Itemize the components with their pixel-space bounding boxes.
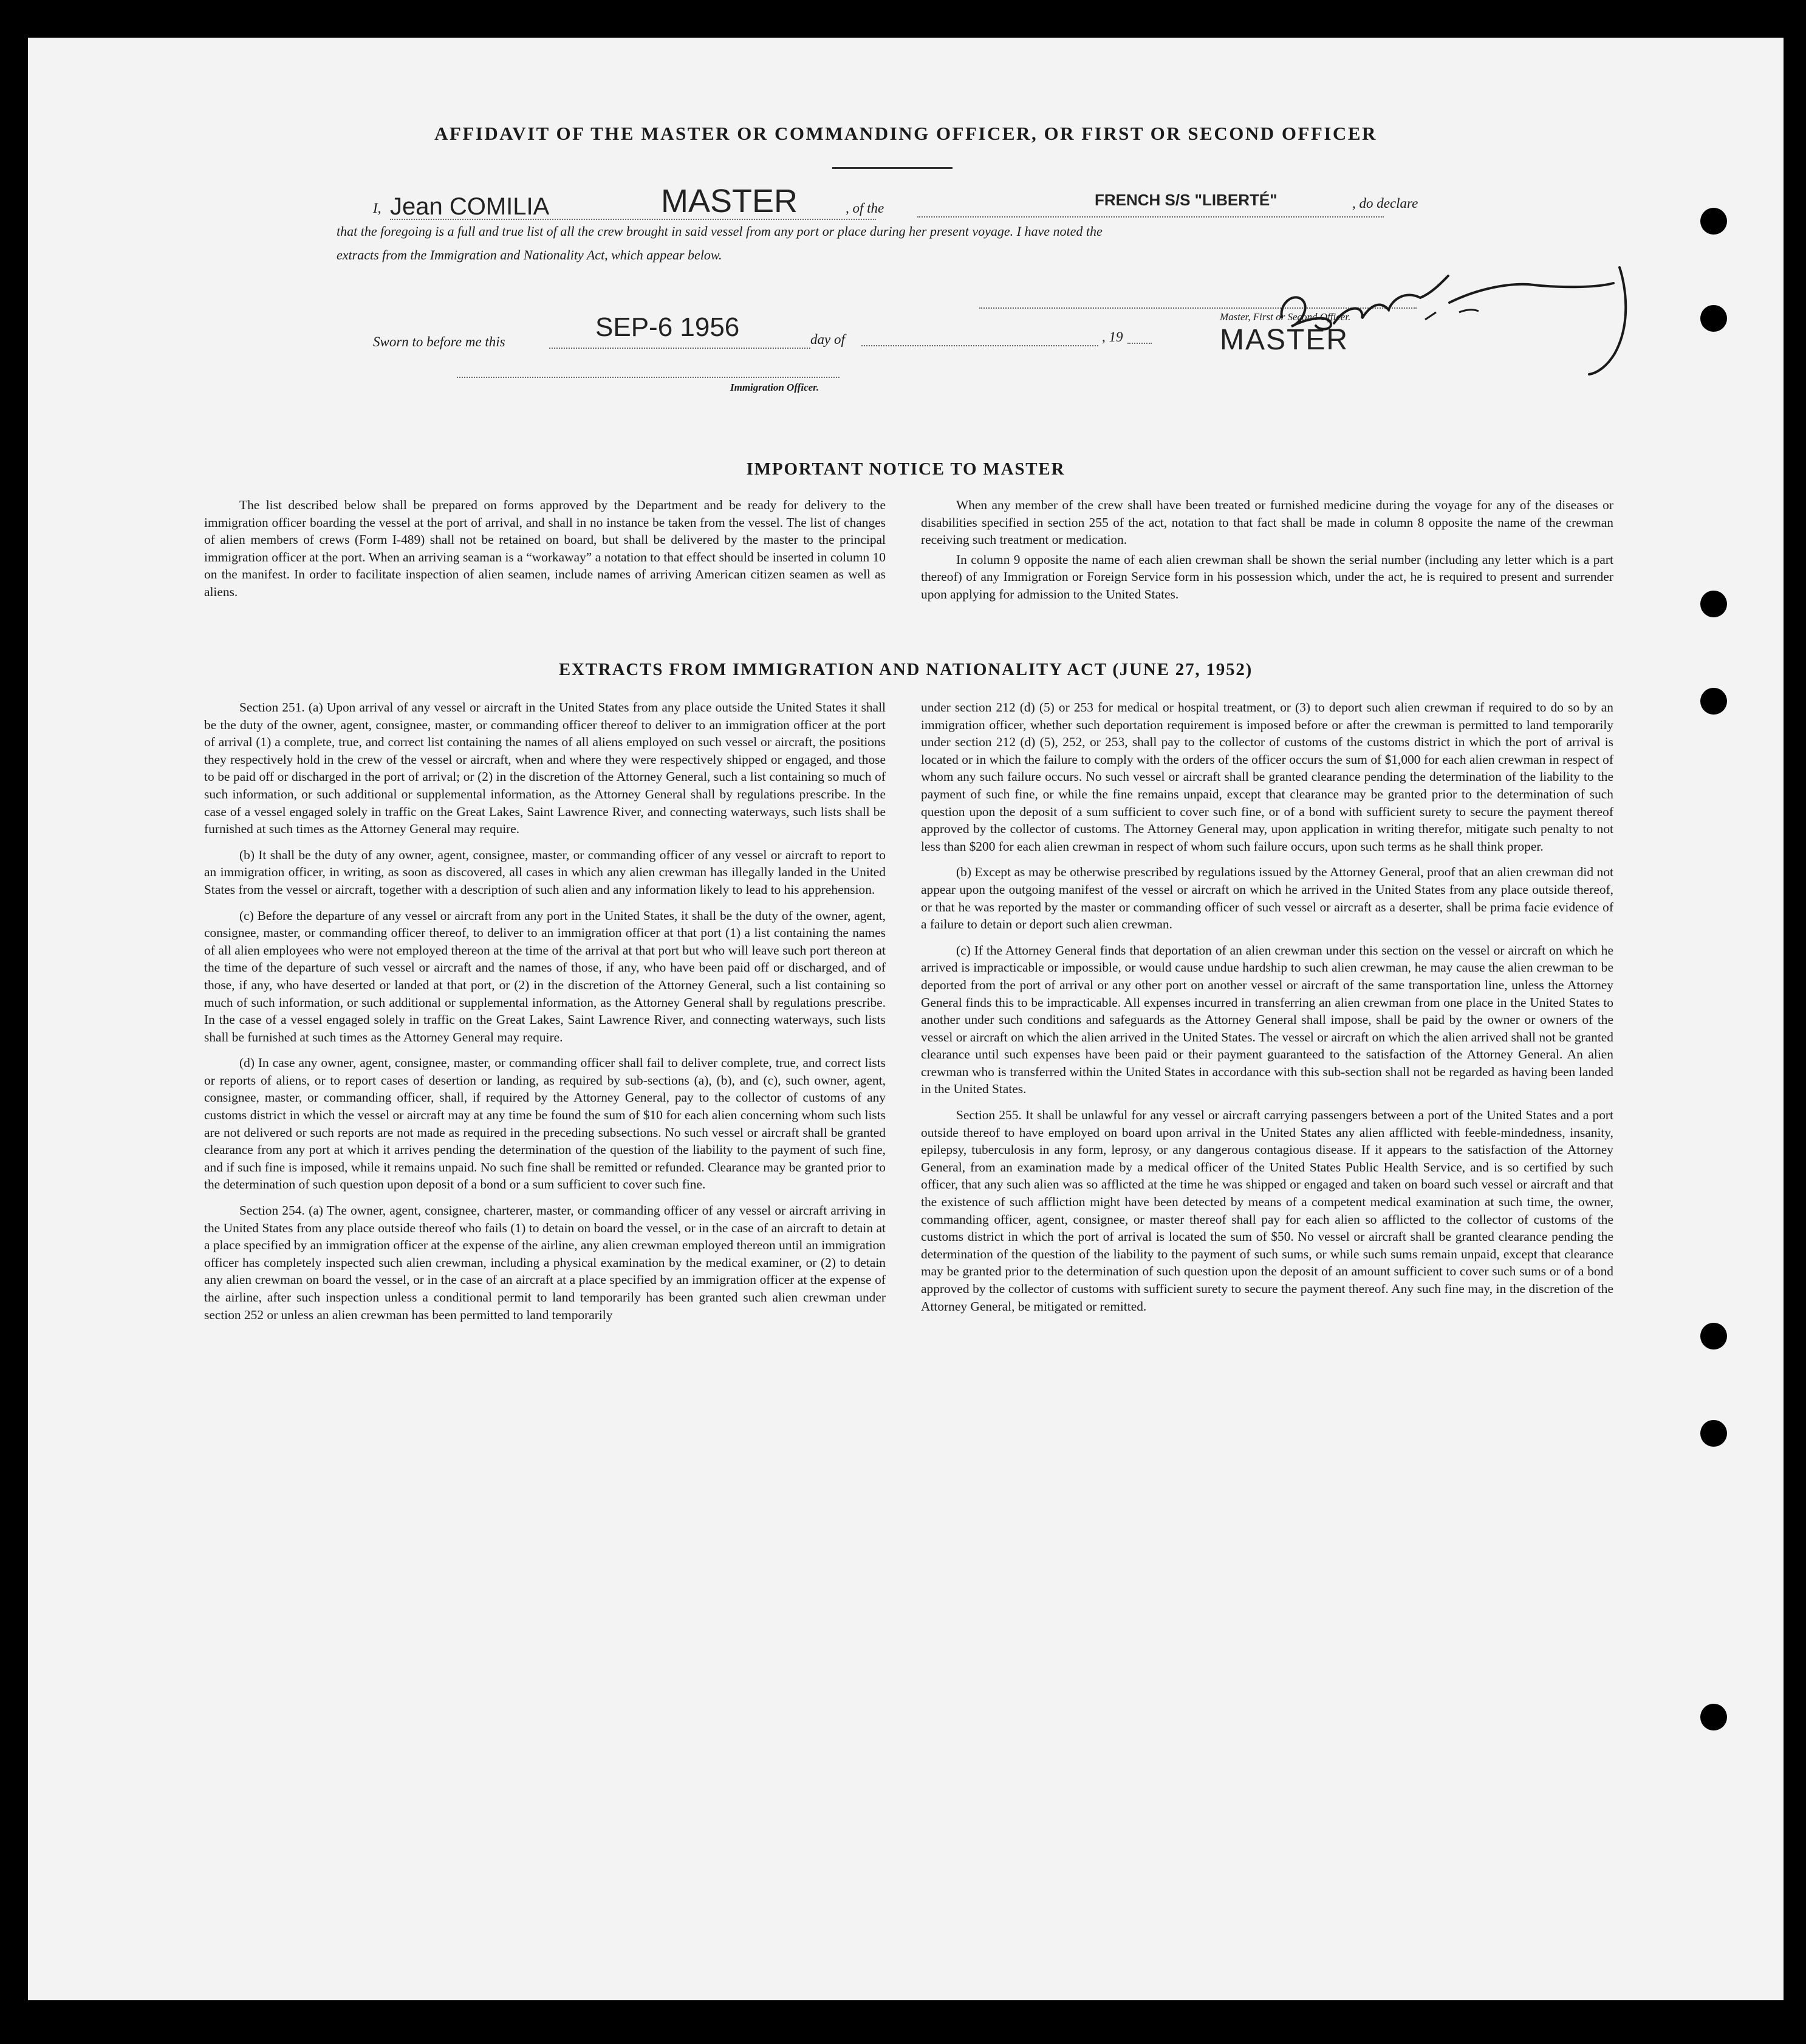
act-paragraph: (b) Except as may be otherwise prescribed by regulations issued by the Attorney General, proof that an alien crewman did not appear upon the outgoing manifest of the vessel or aircraft on which he arrived in the United States from any place outside thereof, or that he was reported by the master or commanding officer of such vessel or aircraft as a deserter, shall be prima facie evidence of a failure to detain or deport such alien crewman. — [921, 865, 1613, 932]
vessel-name: FRENCH S/S "LIBERTÉ" — [1095, 191, 1278, 209]
notice-title: IMPORTANT NOTICE TO MASTER — [746, 459, 1065, 479]
extracts-right-column — [921, 699, 1613, 1315]
master-signature — [1243, 232, 1638, 384]
day-of-label: day of — [810, 332, 845, 347]
i-prefix: I, — [373, 201, 381, 216]
notice-right-column — [921, 496, 1613, 603]
act-paragraph: (b) It shall be the duty of any owner, agent, consignee, master, or commanding officer of any vessel or aircraft to report to an immigration officer, in writing, as soon as discovered, all cases in which any alien crewman has illegally landed in the United States from the vessel or aircraft, together with a description of such alien and any information likely to lead to his apprehension. — [204, 847, 886, 897]
master-title-stamp: MASTER — [1220, 324, 1349, 356]
form-page — [28, 38, 1784, 2000]
notice-paragraph: In column 9 opposite the name of each alien crewman shall be shown the serial number (including any letter which is a part thereof) of any Immigration or Foreign Service form in his possession which, under the act, he is required to present and surrender upon applying for admission to the United States. — [921, 552, 1613, 602]
binder-hole-icon — [1700, 208, 1727, 235]
binder-hole-icon — [1700, 688, 1727, 715]
notice-paragraph: When any member of the crew shall have been treated or furnished medicine during the voyage for any of the diseases or disabilities specified in section 255 of the act, notation to that fact shall be made in column 8 opposite the name of the crewman receiving such treatment or medication. — [921, 498, 1613, 547]
extracts-left-column — [204, 699, 886, 1323]
binder-hole-icon — [1700, 1420, 1727, 1447]
act-paragraph: Section 255. It shall be unlawful for any vessel or aircraft carrying passengers between a port of the United States and a port outside thereof to have employed on board upon arrival in the United States any alien afflicted with feeble-mindedness, insanity, epilepsy, tuberculosis in any form, leprosy, or any dangerous contagious disease. If it appears to the satisfaction of the Attorney General, from an examination made by a medical officer of the United States Public Health Service, and is so certified by such officer, that any such alien was so afflicted at the time he was shipped or engaged and taken on board such vessel or aircraft and that the existence of such affliction might have been detected by means of a competent medical examination at such time, the owner, commanding officer, agent, consignee, or master thereof shall pay for each alien so afflicted to the collector of customs of the customs district in which the port of arrival is located the sum of $50. No vessel or aircraft shall be granted clearance pending the determination of the question of the liability to the payment of such sums, or while such sums remain unpaid, except that clearance may be granted prior to the determination of such question upon the deposit of an amount sufficient to cover such sums or of a bond approved by the collector of customs with sufficient surety to secure the payment thereof. Any such fine may, in the discretion of the Attorney General, be mitigated or remitted. — [921, 1108, 1613, 1314]
act-paragraph: (c) Before the departure of any vessel or aircraft from any port in the United States, it shall be the duty of the owner, agent, consignee, master, or commanding officer thereof, to deliver to an immigration officer at that port (1) a list containing the names of all alien employees who were not employed thereon at the time of the arrival at that port but who will leave such port thereon at the time of the departure of such vessel or aircraft and the names of those, if any, who have been paid off or discharged, and of those, if any, who have deserted or landed at that port, or (2) in the discretion of the Attorney General, such a list containing so much of such information, or such additional or supplemental information, as the Attorney General shall by regulations prescribe. In the case of a vessel engaged solely in traffic on the Great Lakes, Saint Lawrence River, and connecting waterways, such lists shall be furnished at such times as the Attorney General may require. — [204, 908, 886, 1044]
act-paragraph: under section 212 (d) (5) or 253 for medical or hospital treatment, or (3) to deport such alien crewman if required to do so by an immigration officer, whether such deportation requirement is imposed before or after the crewman is permitted to land temporarily under section 212 (d) (5), 252, or 253, shall pay to the collector of customs of the customs district in which the port of arrival is located or in which the failure to comply with the orders of the officer occurs the sum of $1,000 for each alien crewman in respect of whom any such failure occurs. No such vessel or aircraft shall be granted clearance pending the determination of the liability to the payment of such fine, or while the fine remains unpaid, except that clearance may be granted prior to the determination of such question upon the deposit of a sum sufficient to cover such fine, or of a bond with sufficient surety to secure the payment thereof approved by the collector of customs. The Attorney General may, upon application in writing therefor, mitigate such penalty to not less than $200 for each alien crewman in respect of whom such failure occurs, upon such terms as he shall think proper. — [921, 700, 1613, 854]
officer-caption: Immigration Officer. — [730, 382, 819, 393]
act-paragraph: (d) In case any owner, agent, consignee, master, or commanding officer shall fail to deliver complete, true, and correct lists or reports of aliens, or to report cases of desertion or landing, as required by sub-sections (a), (b), and (c), such owner, agent, consignee, master, or commanding officer, shall, if required by the Attorney General, pay to the collector of customs of any customs district in which the vessel or aircraft may at any time be found the sum of $10 for each alien concerning whom such lists are not delivered or such reports are not made as required in the preceding subsections. No such vessel or aircraft shall be granted clearance from any port at which it arrives pending the determination of the question of the liability to the payment of such fine, and if such fine is imposed, while it remains unpaid. No such fine shall be remitted or refunded. Clearance may be granted prior to the determination of such question upon deposit of a bond or a sum sufficient to cover such fine. — [204, 1055, 886, 1192]
act-paragraph: Section 251. (a) Upon arrival of any vessel or aircraft in the United States from any place outside the United States it shall be the duty of the owner, agent, consignee, master, or commanding officer thereof to deliver to an immigration officer at the port of arrival (1) a complete, true, and correct list containing the names of all aliens employed on such vessel or aircraft, the positions they respectively hold in the crew of the vessel or aircraft, when and where they were respectively shipped or engaged, and those to be paid off or discharged in the port of arrival; or (2) in the discretion of the Attorney General, such a list containing so much of such information, or such additional or supplemental information, as the Attorney General shall by regulations prescribe. In the case of a vessel engaged solely in traffic on the Great Lakes, Saint Lawrence River, and connecting waterways, such lists shall be furnished at such times as the Attorney General may require. — [204, 700, 886, 837]
signer-caption: Master, First or Second Officer. — [1220, 311, 1351, 323]
extracts-title: EXTRACTS FROM IMMIGRATION AND NATIONALITY ACT (JUNE 27, 1952) — [558, 660, 1253, 679]
sworn-label: Sworn to before me this — [373, 334, 505, 349]
declaration-line: extracts from the Immigration and Nationality Act, which appear below. — [337, 247, 722, 262]
act-paragraph: Section 254. (a) The owner, agent, consignee, charterer, master, or commanding officer of any vessel or aircraft arriving in the United States from any place outside thereof who fails (1) to detain on board the vessel, or in the case of an aircraft to detain at a place specified by an immigration officer at the expense of the airline, any alien crewman employed thereon until an immigration officer has completely inspected such alien crewman, including a physical examination by the medical examiner, or (2) to detain any alien crewman on board the vessel, or in the case of an aircraft at a place specified by an immigration officer at the expense of the airline, after such inspection unless a conditional permit to land temporarily has been granted such alien crewman under section 252 or unless an alien crewman has been permitted to land temporarily — [204, 1203, 886, 1322]
title-divider — [832, 167, 953, 169]
year-label: , 19 — [1102, 329, 1123, 345]
binder-hole-icon — [1700, 1323, 1727, 1350]
master-name: Jean COMILIA — [390, 193, 550, 220]
affidavit-title: AFFIDAVIT OF THE MASTER OR COMMANDING OFFICER, OR FIRST OR SECOND OFFICER — [434, 123, 1377, 144]
of-the-label: , of the — [846, 201, 884, 216]
sworn-date-stamp: SEP-6 1956 — [595, 312, 740, 342]
master-rank: MASTER — [661, 183, 798, 219]
binder-hole-icon — [1700, 305, 1727, 332]
act-paragraph: (c) If the Attorney General finds that deportation of an alien crewman under this section on the vessel or aircraft on which he arrived is impracticable or impossible, or would cause undue hardship to such alien crewman, he may cause the alien crewman to be deported from the port of arrival or any other port on another vessel or aircraft of the same transportation line, unless the Attorney General finds this to be impracticable. All expenses incurred in transferring an alien crewman from one place in the United States to another under such conditions and safeguards as the Attorney General shall impose, shall be paid by the owner or owners of the vessel or aircraft on which the alien arrived in the United States. The vessel or aircraft on which the alien arrived shall not be granted clearance until such expenses have been paid or their payment guaranteed to the satisfaction of the Attorney General. An alien crewman who is transferred within the United States in accordance with this sub-section shall not be regarded as having been landed in the United States. — [921, 942, 1613, 1097]
notice-left-column — [204, 496, 886, 601]
notice-paragraph: The list described below shall be prepared on forms approved by the Department and be ready for delivery to the immigration officer boarding the vessel at the port of arrival, and shall in no instance be taken from the vessel. The list of changes of alien members of crews (Form I-489) shall not be retained on board, but shall be delivered by the master to the principal immigration officer at the port. When an arriving seaman is a “workaway” a notation to that effect should be inserted in column 10 on the manifest. In order to facilitate inspection of alien seamen, include names of arriving American citizen seamen as well as aliens. — [204, 498, 886, 599]
binder-hole-icon — [1700, 591, 1727, 617]
declaration-line: that the foregoing is a full and true list of all the crew brought in said vessel from any port or place during her present voyage. I have noted the — [337, 224, 1103, 239]
binder-hole-icon — [1700, 1704, 1727, 1730]
do-declare-label: , do declare — [1352, 196, 1418, 211]
